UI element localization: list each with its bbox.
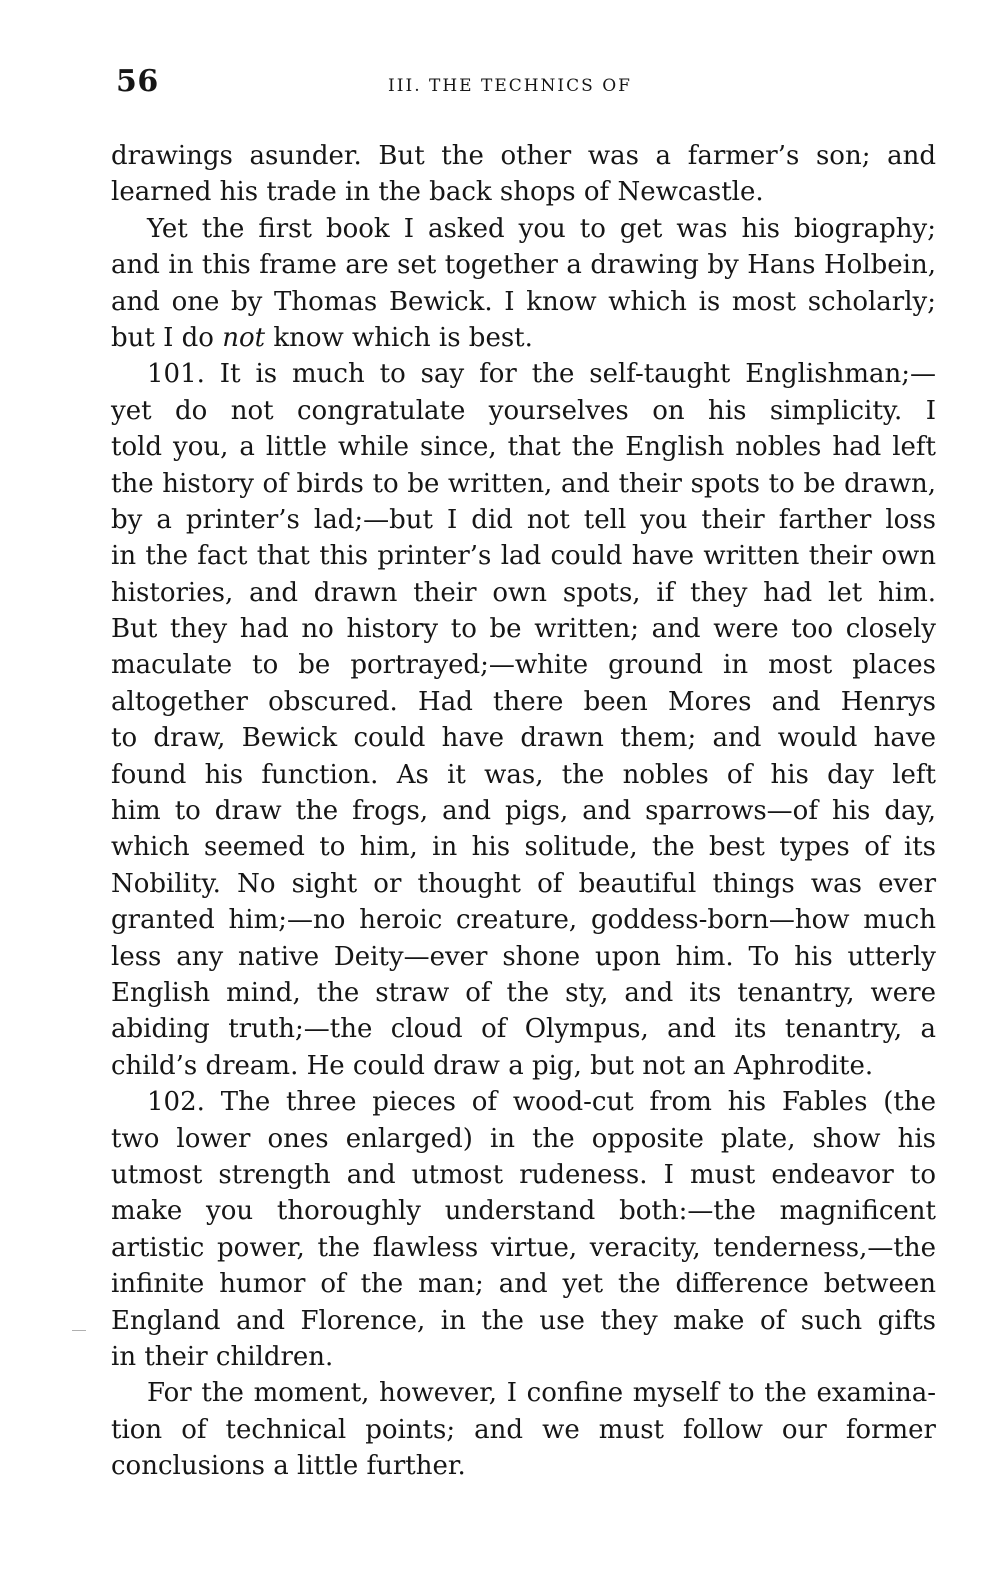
text-line: the history of birds to be written, and their spots to be drawn, [111, 468, 936, 499]
text-line: artistic power, the flawless virtue, veracity, tenderness,—the [111, 1232, 936, 1263]
text-line: him to draw the frogs, and pigs, and sparrows—of his day, [111, 796, 936, 827]
text-line: But they had no history to be written; and were too closely [111, 614, 936, 645]
text-line: and one by Thomas Bewick. I know which is most scholarly; [111, 286, 936, 317]
text-line: to draw, Bewick could have drawn them; and would have [111, 723, 936, 754]
text-line: maculate to be portrayed;—white ground in most places [111, 650, 936, 681]
text-line: Nobility. No sight or thought of beautiful things was ever [111, 868, 936, 899]
text-line: abiding truth;—the cloud of Olympus, and its tenantry, a [111, 1014, 936, 1045]
text-line: less any native Deity—ever shone upon him. To his utterly [111, 941, 936, 972]
text-line-with-emphasis [111, 320, 936, 356]
text-line: make you thoroughly understand both:—the magnificent [111, 1196, 936, 1227]
paragraph-start: For the moment, however, I confine myself to the examina- [147, 1378, 936, 1409]
text-line: altogether obscured. Had there been Mores and Henrys [111, 686, 936, 717]
text-line: found his function. As it was, the nobles of his day left [111, 759, 936, 790]
running-head-text: III. THE TECHNICS OF [388, 76, 632, 96]
text-line: in the fact that this printer’s lad could have written their own [111, 541, 936, 572]
text-line: conclusions a little further. [111, 1451, 466, 1482]
text-line: infinite humor of the man; and yet the difference between [111, 1269, 936, 1300]
text-line: told you, a little while since, that the English nobles had left [111, 432, 936, 463]
text-line: two lower ones enlarged) in the opposite plate, show his [111, 1123, 936, 1154]
text-line: which seemed to him, in his solitude, the best types of its [111, 832, 936, 863]
text-run: but I do [111, 322, 223, 353]
text-line: granted him;—no heroic creature, goddess-born—how much [111, 905, 936, 936]
body-text [111, 138, 936, 1484]
text-line: utmost strength and utmost rudeness. I must endeavor to [111, 1159, 936, 1190]
margin-mark [72, 1330, 86, 1331]
text-run: know which is best. [265, 322, 533, 353]
section-102-start: 102. The three pieces of wood-cut from his Fables (the [147, 1087, 936, 1118]
text-line: learned his trade in the back shops of Newcastle. [111, 177, 764, 208]
section-101-start: 101. It is much to say for the self-taught Englishman;— [147, 359, 936, 390]
text-line: yet do not congratulate yourselves on his simplicity. I [111, 395, 936, 426]
page-number: 56 [116, 64, 159, 99]
text-line: drawings asunder. But the other was a farmer’s son; and [111, 141, 936, 171]
text-line: and in this frame are set together a drawing by Hans Holbein, [111, 250, 936, 281]
text-line: child’s dream. He could draw a pig, but not an Aphrodite. [111, 1050, 874, 1081]
text-line: tion of technical points; and we must follow our former [111, 1414, 936, 1445]
text-line: English mind, the straw of the sty, and its tenantry, were [111, 977, 936, 1008]
text-line: in their children. [111, 1341, 334, 1372]
running-head [0, 76, 1000, 96]
text-line: England and Florence, in the use they make of such gifts [111, 1305, 936, 1336]
text-line: histories, and drawn their own spots, if they had let him. [111, 577, 936, 608]
text-line: Yet the first book I asked you to get was his biography; [147, 213, 936, 244]
text-line: by a printer’s lad;—but I did not tell you their farther loss [111, 504, 936, 535]
emphasis-word: not [222, 322, 266, 353]
